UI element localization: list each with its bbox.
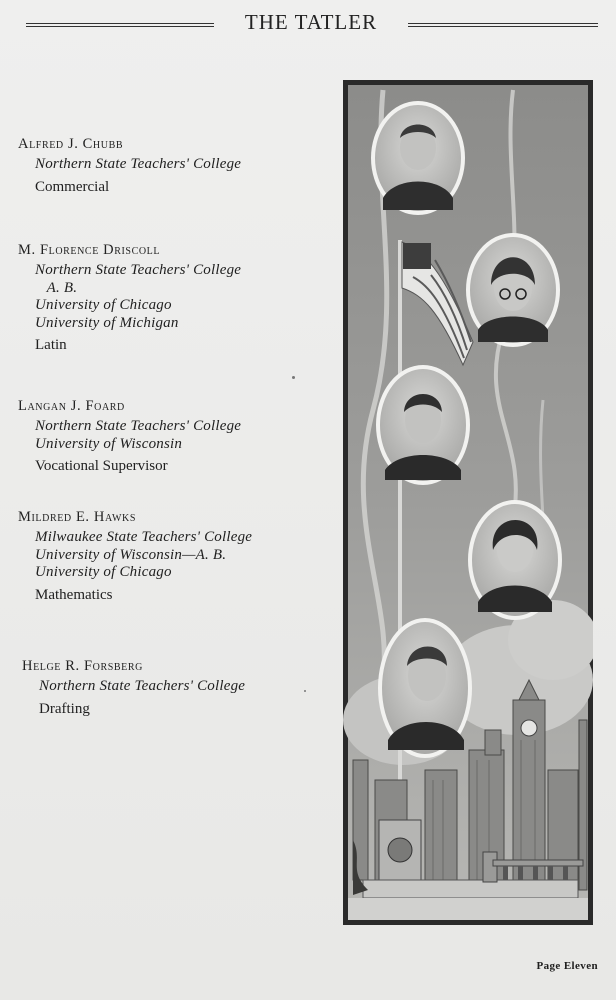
faculty-entry [18, 509, 252, 604]
faculty-name: Helge R. Forsberg [22, 658, 143, 674]
faculty-name: Langan J. Foard [18, 398, 125, 414]
portrait-panel-illustration [343, 80, 593, 925]
header-rule-left [26, 23, 214, 27]
faculty-subject: Drafting [39, 700, 90, 717]
faculty-degrees [35, 262, 241, 332]
page-title: THE TATLER [244, 10, 378, 34]
faculty-entry [18, 398, 241, 475]
degree-line: University of Wisconsin—A. B. [35, 546, 227, 563]
faculty-degrees [35, 156, 241, 174]
faculty-name: M. Florence Driscoll [18, 242, 161, 258]
degree-line: University of Chicago [35, 297, 172, 313]
faculty-subject: Latin [35, 337, 67, 353]
page-header [0, 10, 616, 38]
paper-speck [292, 376, 295, 379]
degree-line: Northern State Teachers' College [35, 418, 242, 434]
page-number: Page Eleven [536, 960, 598, 972]
faculty-subject: Mathematics [35, 586, 113, 603]
degree-line: Northern State Teachers' College [35, 156, 242, 172]
degree-line: A. B. [35, 279, 78, 296]
faculty-subject: Commercial [35, 178, 110, 195]
faculty-entry [18, 242, 241, 354]
faculty-degrees [39, 678, 245, 696]
faculty-subject: Vocational Supervisor [35, 458, 168, 474]
degree-line: Northern State Teachers' College [35, 262, 242, 278]
degree-line: Milwaukee State Teachers' College [35, 529, 253, 545]
faculty-name: Mildred E. Hawks [18, 509, 136, 525]
faculty-name: Alfred J. Chubb [18, 136, 124, 152]
degree-line: University of Michigan [35, 314, 179, 331]
faculty-entry [22, 658, 245, 718]
faculty-degrees [35, 418, 241, 453]
paper-speck [304, 690, 306, 692]
degree-line: University of Chicago [35, 564, 172, 580]
degree-line: University of Wisconsin [35, 435, 183, 452]
faculty-degrees [35, 529, 252, 582]
header-rule-right [408, 23, 598, 27]
degree-line: Northern State Teachers' College [39, 678, 246, 694]
faculty-entry [18, 136, 241, 196]
